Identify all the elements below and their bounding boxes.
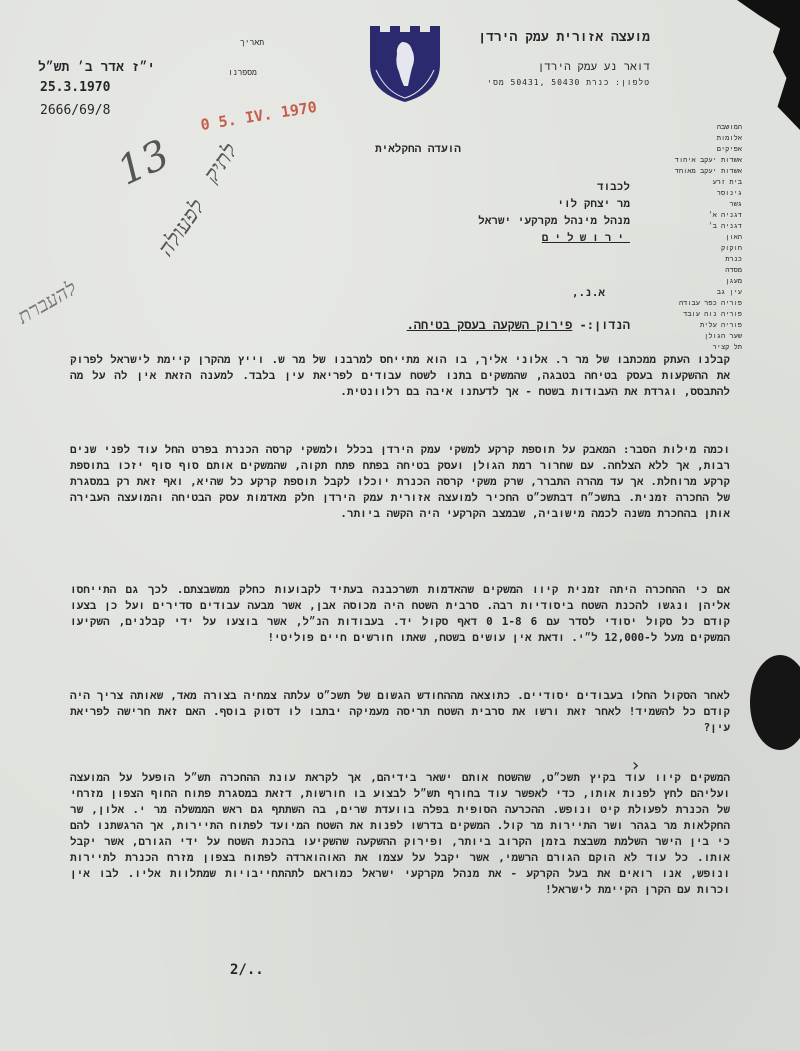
settlement-item: אפיקים bbox=[716, 145, 742, 153]
settlement-item: אלומות bbox=[716, 134, 742, 142]
subject-prefix: הנדון:- bbox=[579, 318, 630, 332]
settlement-item: חוקוק bbox=[720, 244, 742, 252]
recipient-address bbox=[478, 178, 630, 246]
torn-corner bbox=[710, 0, 800, 130]
recipient-honorific: לכבוד bbox=[596, 180, 630, 193]
handwritten-note-2: לפעולה bbox=[153, 195, 211, 262]
date-numeric: 25.3.1970 bbox=[40, 80, 111, 95]
settlement-item: עין גב bbox=[716, 288, 742, 296]
label-date: תאריך bbox=[240, 38, 265, 47]
settlement-item: תל קציר bbox=[712, 343, 742, 351]
letterhead-phone: טלפון: כנרת 50430 ,50431 מסי bbox=[487, 78, 650, 87]
reference-number: 2666/69/8 bbox=[40, 103, 111, 118]
salutation: א.נ., bbox=[571, 286, 605, 299]
settlement-item: פוריה כפר עבודה bbox=[678, 299, 742, 307]
date-hebrew: י״ז אדר ב׳ תש״ל bbox=[38, 60, 156, 75]
handwritten-note-1: לתיק bbox=[198, 139, 244, 188]
subject-line bbox=[407, 318, 630, 333]
letterhead-org-name: מועצה אזורית עמק הירדן bbox=[478, 30, 650, 45]
settlement-item: אשדות יעקב איחוד bbox=[674, 156, 742, 164]
received-stamp: 0 5. IV. 1970 bbox=[199, 97, 319, 135]
settlement-item: בית זרע bbox=[712, 178, 742, 186]
department-heading: הועדה החקלאית bbox=[375, 142, 461, 155]
settlement-item: פוריה נוה עובד bbox=[683, 310, 742, 318]
margin-mark: › bbox=[630, 755, 641, 776]
punch-hole bbox=[750, 655, 800, 750]
settlement-item: גינוסר bbox=[716, 189, 742, 197]
recipient-name: מר יצחק לוי bbox=[557, 197, 630, 210]
settlement-item: מסדה bbox=[725, 266, 742, 274]
settlement-item: כנרת bbox=[725, 255, 742, 263]
settlements-list bbox=[632, 122, 742, 353]
page-continuation: 2/.. bbox=[230, 962, 264, 978]
paragraph-4: לאחר הסקול החלו בעבודים יסודיים. כתוצאה מההחודש הגשום של תשכ״ט עלתה צמחיה בצורה מאד, שאותה צריך היה קודם כל להשמיד! לאחר זאת ורשו את סרבית השטח תריסה מעמיקה יבתבו לו דסוק בוסף. האם זאת חרישה לפריאת עין? bbox=[70, 689, 730, 734]
council-emblem-icon bbox=[366, 20, 444, 104]
settlement-item: אשדות יעקב מאוחד bbox=[674, 167, 742, 175]
settlement-item: המושבה bbox=[716, 123, 742, 131]
label-number: מספרנו bbox=[228, 68, 257, 77]
paragraph-3: אם כי ההחכרה היתה זמנית קיוו המשקים שהאדמות תשרכבנה בעתיד לקבועות כחלק ממשבצתם. לכך גם התייחסו אליהן ונגשו להכנת השטח ביסודיות רבה. סרבית השטח היה מכוסה אבן, אשר מבעה עבודים סדירים ועל כן בצעו קודם כל סקול יסודי לסדר עם 6 1-8 0 דאף סקול יד. בעבודות הנ״ל, אשר בוצעו על ידי קבלנים, השקיעו המשקים מעל ל-12,000 ל״י. ודאת אין עושים בשטח, שאתו חורשים חיים פוליטי! bbox=[70, 583, 731, 644]
recipient-city: ירושלים bbox=[541, 231, 630, 244]
paragraph-5: המשקים קיוו עוד בקיץ תשכ״ט, שהשטח אותם ישאר בידיהם, אך לקראת עונת ההחכרה תש״ל הופעל על המועצה ועליהם לחץ לפנות אותו, כדי לאפשר עוד בחורף תש״ל לבצוע בו חורשות, דזאת במסגרת פתוח החוף הצפון מזרחי של הכנרת לפעולת קיט ונופש. ההכרעה הסופית בפלה בוועדת שרים, בה השתתף גם ראש הממשלה מר י. אלון, שר החקלאות מר בגהר ושר התיירות מר קול. המשקים בדרשו לפנות את השטח המיועד לפתוח התיירות, אך הרגשתנו להם כי בין הישר השלמת משבצת בזמן הקרוב ביותר, ופירוק ההשקעה שהשקיעו בהכנת השטח על ידי הגורם, אשר יקבל אותו. כל עוד לא הוקם הגורם הרשמי, אשר יקבל על עצמו את האוהוארדה לפתוח בצפון מזרח הכנרת לתיירות ונופש, אנו רואים את בעל הקרקע - את מנהל מקרקעי ישראל כמוראם לתהתחייבויות שמתלוות אליו. לבו אין וכרות עם הקרן הקיימת לישראל! bbox=[70, 771, 730, 896]
paragraph-2: וכמה מילות הסבר: המאבק על תוספת קרקע למשקי עמק הירדן בכלל ולמשקי קרסה הכנרת בפרט החל עוד לפני שנים רבות, אך ללא הצלחה. עם שחרור רמת הגולן ועסק בטיחה בפתח פתח תקוה, שהמשקים אותם סוף סוף יזכו בתוספת קרקע מרוחלת. אך עד מהרה התברר, שרק משקי קרסה הכנרת יוכלו לקבל תוספת קרקע כל שהיא, ואף זאת רק במסגרת של החכרה זמנית. בתשכ״ח דבתשכ״ט החכיר למועצה אזורית עמק הירדן חלק מאדמות עסק הבטיחה והמועצה העבירה אותן בהחכרת משנה לכמה מישוביה, שבמצב הקרקעי היה הקשה ביותר. bbox=[70, 443, 730, 520]
paragraph-1: קבלנו העתק ממכתבו של מר ר. אלוני אליך, בו הוא מתייחס למרבנו של מר ש. וייץ מהקרן קיימת לישראל לפרוק את ההשקעות בעסק בטיחה בטבגה, שהמשקים בתנו לשטח עבודים לפריאת עין בלבד. למענה הזאת אין לה על מה להתבסס, וגרדת את העבודות בשטח - אך לדעתנו איבה בם רלוונטית. bbox=[70, 353, 730, 398]
settlement-item: האון bbox=[725, 233, 742, 241]
handwritten-note-3: להעברת bbox=[13, 275, 81, 329]
settlement-item: דגניה ב׳ bbox=[708, 222, 742, 230]
settlement-item: דגניה א׳ bbox=[708, 211, 742, 219]
settlement-item: מעגן bbox=[725, 277, 742, 285]
letterhead-address: דואר נע עמק הירדן bbox=[537, 60, 650, 73]
settlement-item: גשר bbox=[729, 200, 742, 208]
handwritten-number: 13 bbox=[110, 131, 177, 195]
recipient-title: מנהל מינהל מקרקעי ישראל bbox=[478, 214, 630, 227]
settlement-item: פוריה עלית bbox=[699, 321, 742, 329]
settlement-item: שער הגולן bbox=[704, 332, 742, 340]
subject-text: פירוק השקעה בעסק בטיחה. bbox=[406, 318, 573, 332]
